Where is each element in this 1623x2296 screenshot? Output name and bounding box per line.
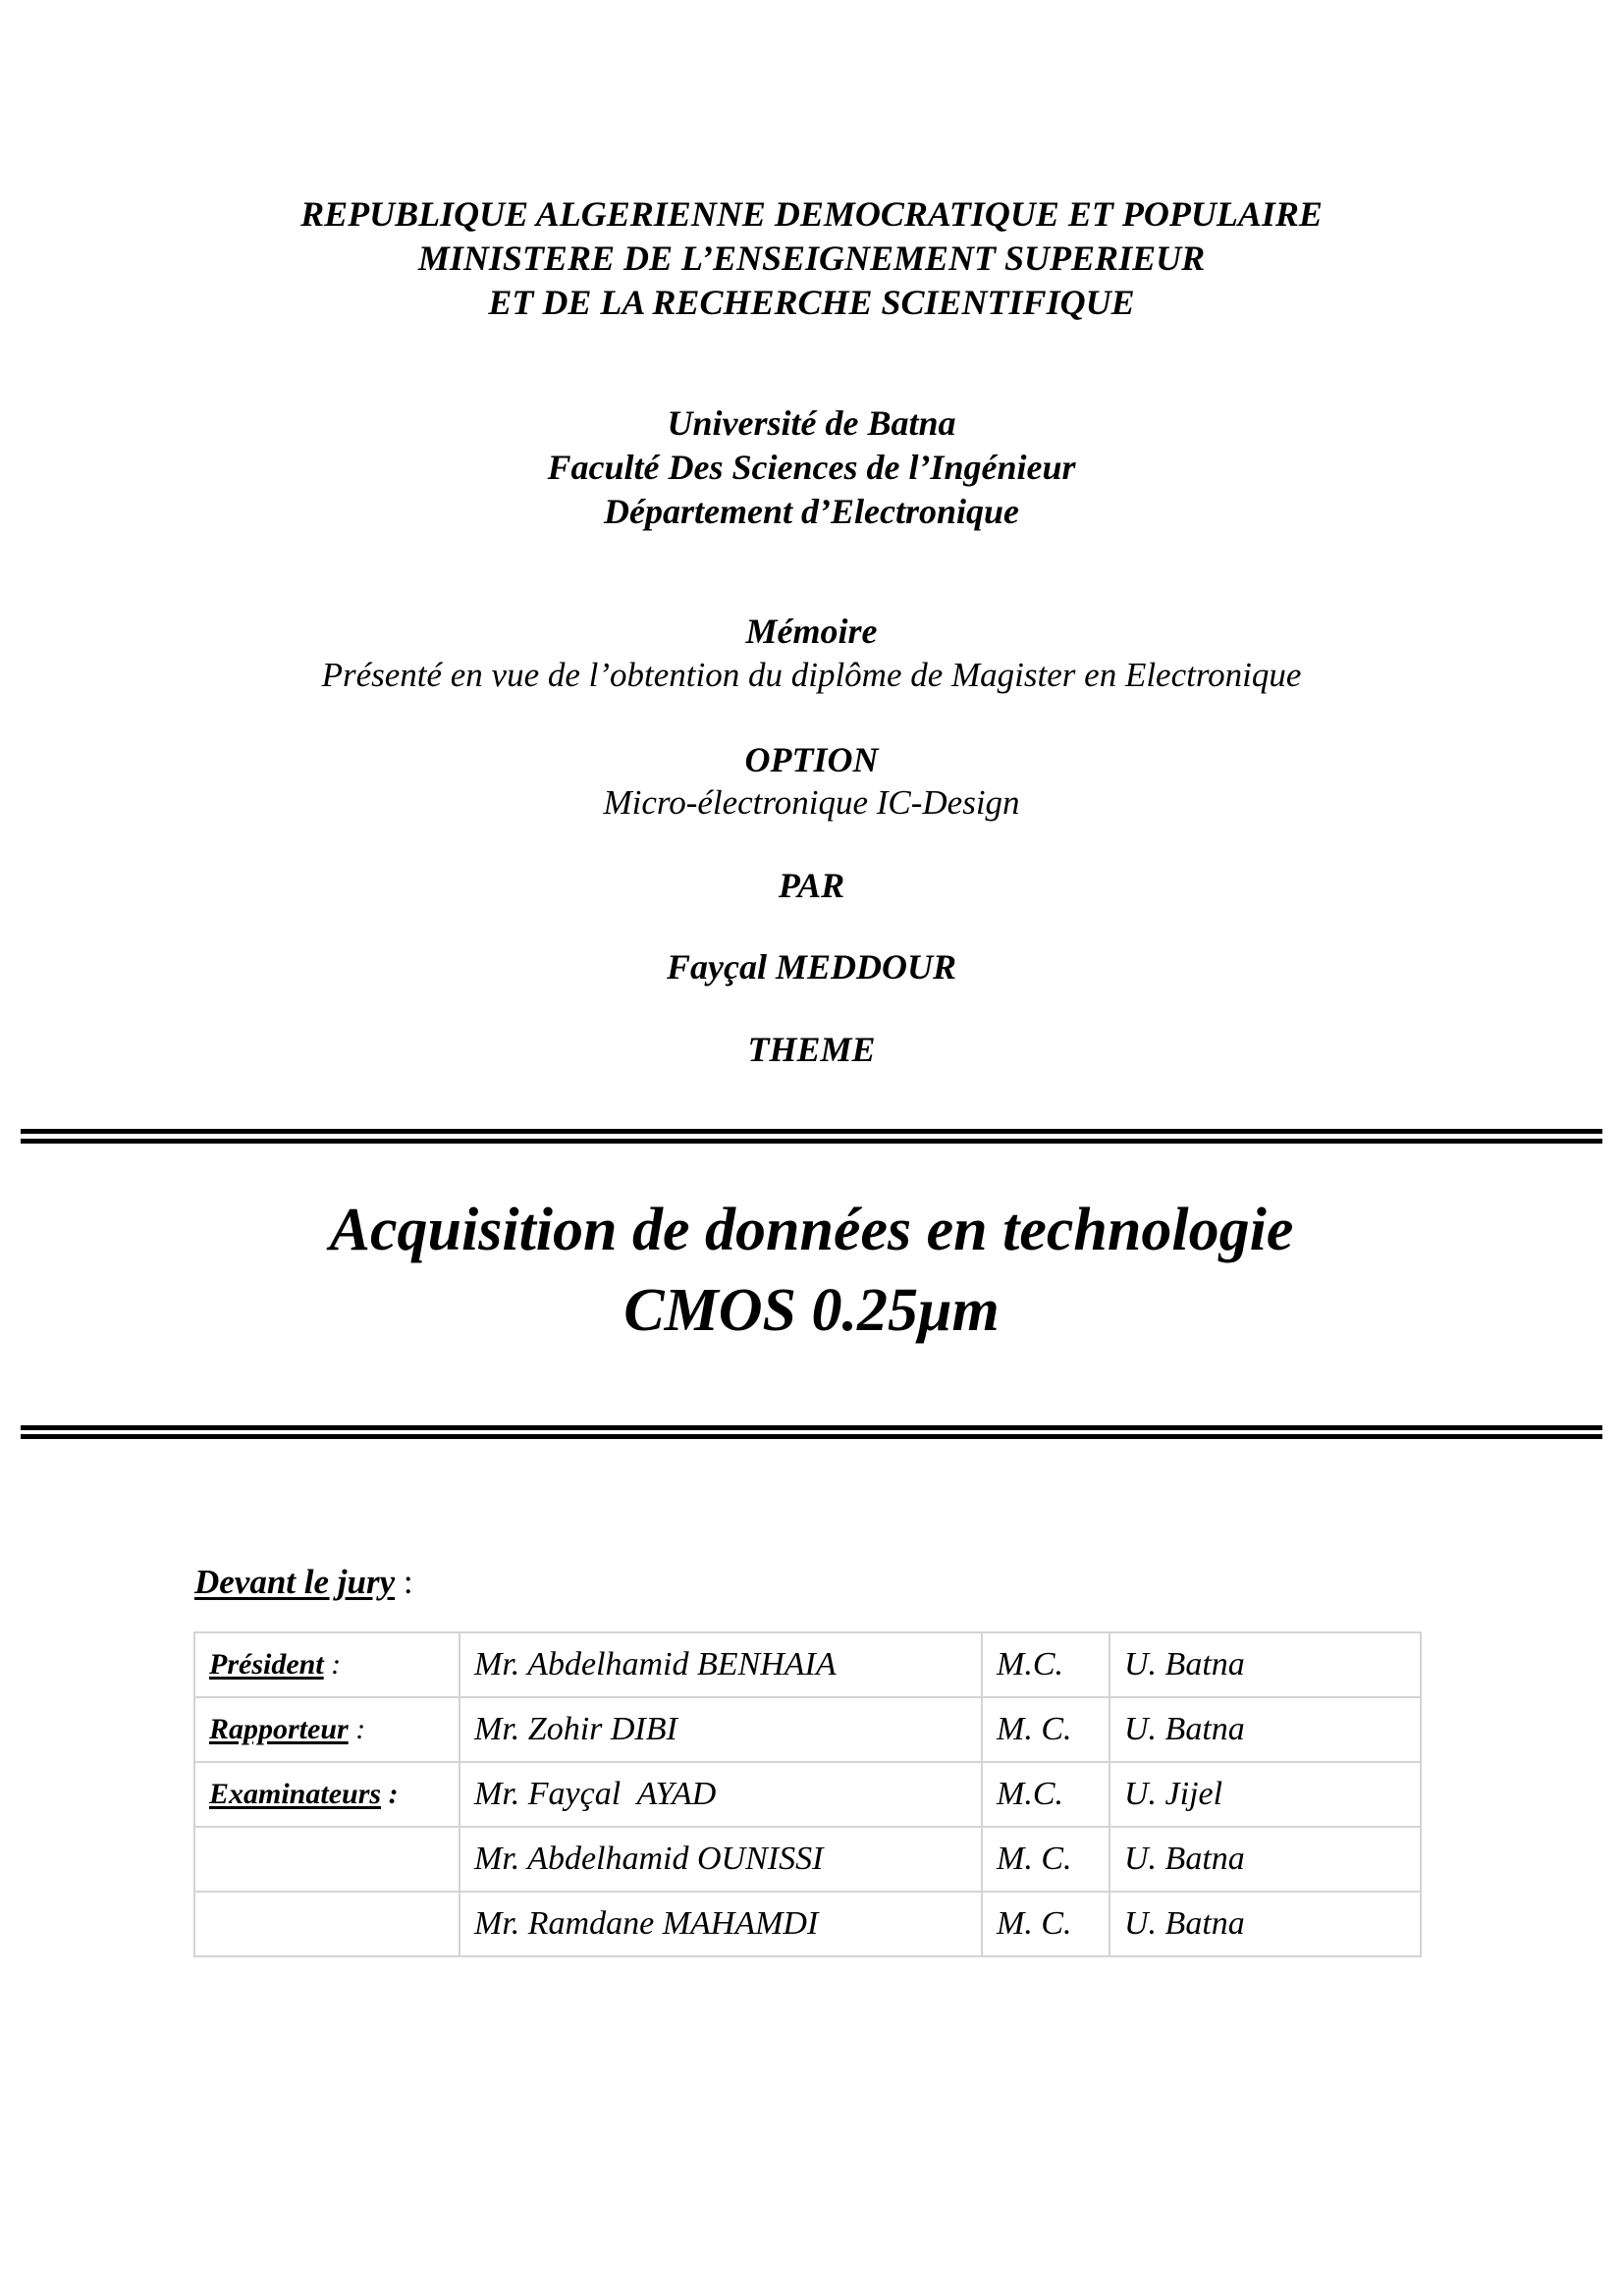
university-name: Université de Batna — [667, 403, 956, 443]
table-row — [194, 1632, 1421, 1697]
title-rule-bottom-1 — [21, 1425, 1602, 1430]
faculty-name: Faculté Des Sciences de l’Ingénieur — [547, 448, 1076, 487]
jury-member-name: Mr. Abdelhamid OUNISSI — [460, 1827, 982, 1892]
par-label: PAR — [778, 866, 845, 905]
jury-member-grade: M. C. — [982, 1892, 1109, 1956]
jury-table — [193, 1631, 1422, 1957]
table-row — [194, 1762, 1421, 1827]
jury-member-affiliation: U. Batna — [1109, 1827, 1421, 1892]
jury-heading — [194, 1563, 413, 1602]
jury-member-name: Mr. Zohir DIBI — [460, 1697, 982, 1762]
jury-role-cell — [194, 1827, 460, 1892]
jury-role: Président — [209, 1648, 324, 1681]
jury-role: Rapporteur — [209, 1713, 349, 1745]
jury-role-separator: : — [323, 1648, 342, 1681]
option-label: OPTION — [744, 740, 879, 779]
header-republic: REPUBLIQUE ALGERIENNE DEMOCRATIQUE ET POPULAIRE — [300, 194, 1323, 234]
jury-role-separator: : — [348, 1713, 366, 1745]
table-row — [194, 1697, 1421, 1762]
memoire-purpose: Présenté en vue de l’obtention du diplôme de Magister en Electronique — [321, 656, 1302, 694]
jury-member-grade: M. C. — [982, 1697, 1109, 1762]
memoire-label: Mémoire — [745, 612, 878, 651]
title-rule-bottom-2 — [21, 1434, 1602, 1439]
jury-member-name: Mr. Abdelhamid BENHAIA — [460, 1632, 982, 1697]
jury-role: Examinateurs — [209, 1778, 382, 1810]
jury-heading-label: Devant le jury — [194, 1563, 396, 1601]
jury-role-cell — [194, 1632, 460, 1697]
header-research: ET DE LA RECHERCHE SCIENTIFIQUE — [488, 283, 1135, 322]
jury-member-grade: M. C. — [982, 1827, 1109, 1892]
jury-member-affiliation: U. Batna — [1109, 1697, 1421, 1762]
jury-member-grade: M.C. — [982, 1762, 1109, 1827]
table-row — [194, 1892, 1421, 1956]
jury-heading-colon: : — [395, 1563, 413, 1601]
jury-member-affiliation: U. Jijel — [1109, 1762, 1421, 1827]
jury-member-name: Mr. Ramdane MAHAMDI — [460, 1892, 982, 1956]
jury-member-affiliation: U. Batna — [1109, 1892, 1421, 1956]
department-name: Département d’Electronique — [604, 492, 1019, 531]
header-ministry: MINISTERE DE L’ENSEIGNEMENT SUPERIEUR — [417, 239, 1206, 278]
jury-member-affiliation: U. Batna — [1109, 1632, 1421, 1697]
table-row — [194, 1827, 1421, 1892]
jury-role-cell — [194, 1892, 460, 1956]
thesis-title-line2: CMOS 0.25μm — [623, 1277, 1000, 1344]
jury-role-cell — [194, 1697, 460, 1762]
title-rule-top-2 — [21, 1139, 1602, 1144]
author-name: Fayçal MEDDOUR — [667, 947, 956, 987]
option-value: Micro-électronique IC-Design — [603, 783, 1020, 822]
theme-label: THEME — [747, 1030, 876, 1069]
thesis-title-line1: Acquisition de données en technologie — [329, 1197, 1294, 1263]
jury-role-cell — [194, 1762, 460, 1827]
title-rule-top-1 — [21, 1129, 1602, 1134]
jury-role-separator: : — [381, 1778, 399, 1810]
jury-member-name: Mr. Fayçal AYAD — [460, 1762, 982, 1827]
jury-member-grade: M.C. — [982, 1632, 1109, 1697]
